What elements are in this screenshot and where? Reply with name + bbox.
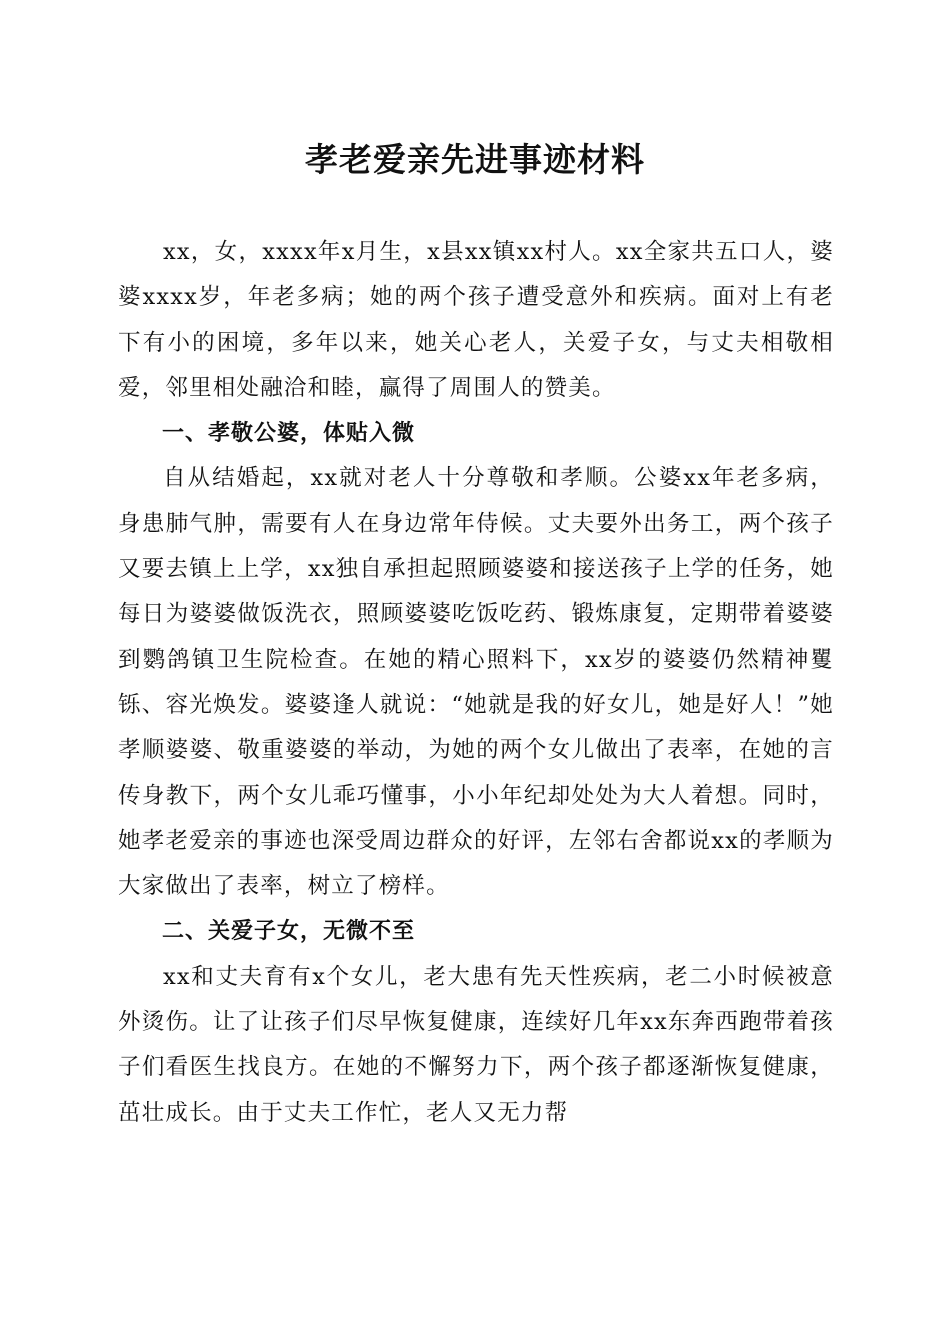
section-heading-2: 二、关爱子女，无微不至 [162,919,416,945]
section-2-paragraph: xx和丈夫育有x个女儿，老大患有先天性疾病，老二小时候被意外烫伤。让了让孩子们尽早恢复健康，连续好几年xx东奔西跑带着孩子们看医生找良方。在她的不懈努力下，两个孩子都逐渐恢复健康，茁壮成长。由于丈夫工作忙，老人又无力帮 [118,963,834,1126]
section-heading-1: 一、孝敬公婆，体贴入微 [162,421,416,447]
intro-paragraph: xx，女，xxxx年x月生，x县xx镇xx村人。xx全家共五口人，婆婆xxxx岁，年老多病；她的两个孩子遭受意外和疾病。面对上有老下有小的困境，多年以来，她关心老人，关爱子女，与丈夫相敬相爱，邻里相处融洽和睦，赢得了周围人的赞美。 [118,239,834,401]
section-1-paragraph: 自从结婚起，xx就对老人十分尊敬和孝顺。公婆xx年老多病，身患肺气肿，需要有人在身边常年侍候。丈夫要外出务工，两个孩子又要去镇上上学，xx独自承担起照顾婆婆和接送孩子上学的任务，她每日为婆婆做饭洗衣，照顾婆婆吃饭吃药、锻炼康复，定期带着婆婆到鹦鸽镇卫生院检查。在她的精心照料下，xx岁的婆婆仍然精神矍铄、容光焕发。婆婆逢人就说：“她就是我的好女儿，她是好人！”她孝顺婆婆、敬重婆婆的举动，为她的两个女儿做出了表率，在她的言传身教下，两个女儿乖巧懂事，小小年纪却处处为大人着想。同时，她孝老爱亲的事迹也深受周边群众的好评，左邻右舍都说xx的孝顺为大家做出了表率，树立了榜样。 [118,465,834,900]
document-body [118,230,834,1136]
document-title: 孝老爱亲先进事迹材料 [305,140,645,179]
